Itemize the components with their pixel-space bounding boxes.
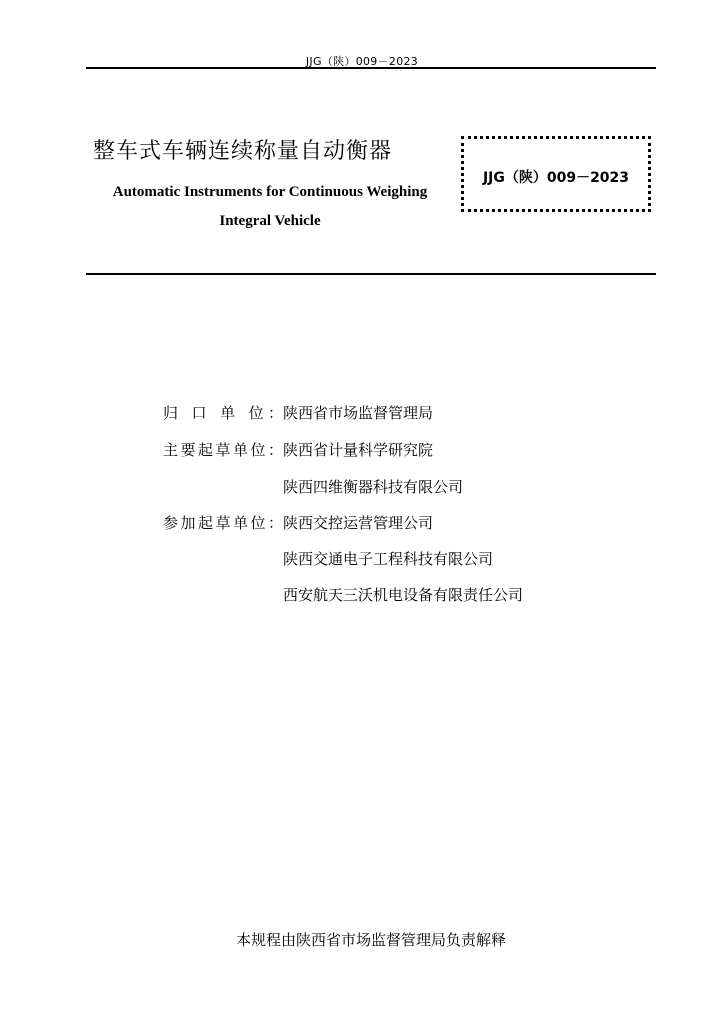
participating-unit: 陕西交通电子工程科技有限公司 [283,550,494,568]
regulation-code-box [461,136,651,212]
participating-unit: 西安航天三沃机电设备有限责任公司 [283,586,524,604]
title-rule [86,273,656,275]
main-drafting-row [163,440,433,460]
responsible-unit-value: 陕西省市场监督管理局 [283,404,434,422]
title-english-line2: Integral Vehicle [219,213,321,229]
header-rule [86,67,656,69]
main-drafting-unit: 陕西省计量科学研究院 [283,441,434,459]
main-drafting-unit: 陕西四维衡器科技有限公司 [283,478,464,496]
title-english-line1: Automatic Instruments for Continuous Weighing [112,184,428,200]
participating-label: 参加起草单位： [163,514,283,532]
title-chinese: 整车式车辆连续称量自动衡器 [93,139,393,164]
main-drafting-label: 主要起草单位： [163,441,283,459]
participating-row [163,513,433,533]
regulation-code: JJG（陕）009－2023 [482,170,630,186]
running-header-code: JJG（陕）009－2023 [305,55,419,68]
responsible-unit-row [163,403,433,423]
interpretation-note: 本规程由陕西省市场监督管理局负责解释 [235,931,506,949]
responsible-unit-label: 归 口 单 位： [163,404,283,422]
participating-unit: 陕西交控运营管理公司 [283,514,434,532]
